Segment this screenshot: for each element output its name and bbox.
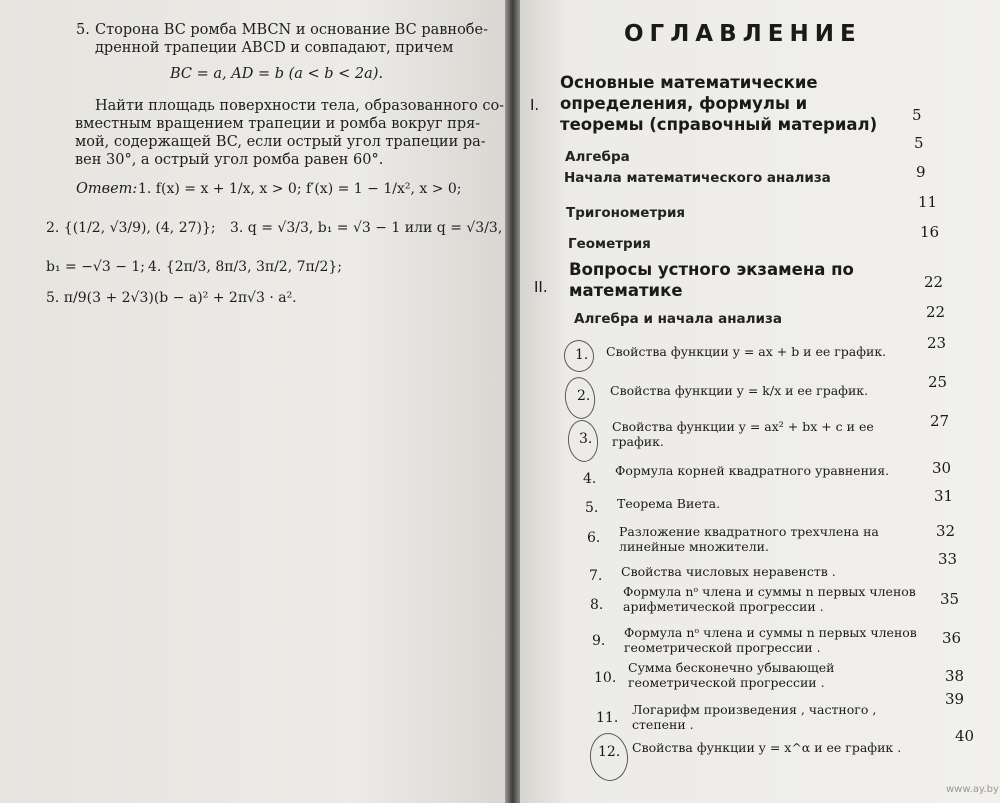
item-3-number: 3. bbox=[579, 431, 593, 447]
item-10-number: 10. bbox=[594, 670, 617, 686]
item-4-number: 4. bbox=[583, 471, 597, 487]
toc-page-geometry: 16 bbox=[920, 223, 940, 241]
answer-3: 3. q = √3/3, b₁ = √3 − 1 или q = √3/3, bbox=[230, 220, 503, 236]
item-12-number: 12. bbox=[598, 744, 621, 760]
toc-item-algebra: Алгебра bbox=[565, 149, 630, 165]
item-9-text: Формула nᵒ члена и суммы n первых членов геометрической прогрессии . bbox=[624, 625, 917, 655]
problem-line-1: Сторона BC ромба MBCN и основание BC равнобе- bbox=[95, 22, 489, 38]
question-line-2: вместным вращением трапеции и ромба вокруг пря- bbox=[75, 116, 481, 132]
item-12-text: Свойства функции y = x^α и ее график . bbox=[632, 740, 902, 755]
item-6-page: 32 bbox=[936, 522, 956, 540]
section-2-page: 22 bbox=[924, 273, 944, 291]
question-line-3: мой, содержащей BC, если острый угол трапеции ра- bbox=[75, 134, 486, 150]
item-10-text: Сумма бесконечно убывающей геометрической прогрессии . bbox=[628, 660, 835, 690]
item-6-number: 6. bbox=[587, 530, 601, 546]
toc-item-analysis: Начала математического анализа bbox=[564, 170, 831, 186]
item-2-page: 25 bbox=[928, 373, 948, 391]
section-2-title: Вопросы устного экзамена по математике bbox=[569, 260, 854, 300]
pencil-circle-item-3 bbox=[566, 419, 600, 464]
item-12-page: 40 bbox=[955, 727, 975, 745]
item-4-page: 30 bbox=[932, 459, 952, 477]
pencil-circle-item-2 bbox=[562, 375, 598, 421]
item-7-text: Свойства числовых неравенств . bbox=[621, 564, 836, 579]
item-7-number: 7. bbox=[589, 568, 603, 584]
item-11-page: 39 bbox=[945, 690, 965, 708]
answer-3b: b₁ = −√3 − 1; bbox=[46, 259, 146, 275]
item-1-number: 1. bbox=[575, 347, 589, 363]
item-9-page: 36 bbox=[942, 629, 962, 647]
item-10-page: 38 bbox=[945, 667, 965, 685]
item-8-text: Формула nᵒ члена и суммы n первых членов арифметической прогрессии . bbox=[623, 584, 916, 614]
answer-5: 5. π/9(3 + 2√3)(b − a)² + 2π√3 · a². bbox=[46, 290, 297, 306]
item-9-number: 9. bbox=[592, 633, 606, 649]
item-1-page: 23 bbox=[927, 334, 947, 352]
answer-4: 4. {2π/3, 8π/3, 3π/2, 7π/2}; bbox=[148, 259, 342, 275]
toc-page-trigonometry: 11 bbox=[918, 193, 938, 211]
toc-page-analysis: 9 bbox=[916, 163, 926, 181]
item-8-page: 35 bbox=[940, 590, 960, 608]
right-page bbox=[520, 0, 1000, 803]
problem-number: 5. bbox=[76, 22, 90, 38]
item-8-number: 8. bbox=[590, 597, 604, 613]
problem-condition: BC = a, AD = b (a < b < 2a). bbox=[170, 66, 384, 82]
toc-title: ОГЛАВЛЕНИЕ bbox=[624, 21, 862, 47]
item-2-text: Свойства функции y = k/x и ее график. bbox=[610, 383, 869, 398]
item-5-page: 31 bbox=[934, 487, 954, 505]
subsection-algebra-analysis-page: 22 bbox=[926, 303, 946, 321]
item-7-page: 33 bbox=[938, 550, 958, 568]
toc-item-trigonometry: Тригонометрия bbox=[566, 205, 686, 221]
book-gutter bbox=[505, 0, 520, 803]
item-5-text: Теорема Виета. bbox=[617, 496, 721, 511]
item-11-number: 11. bbox=[596, 710, 619, 726]
item-1-text: Свойства функции y = ax + b и ее график. bbox=[606, 344, 887, 359]
section-2-number: II. bbox=[534, 278, 548, 296]
item-3-text: Свойства функции y = ax² + bx + c и ее график. bbox=[612, 419, 874, 449]
subsection-algebra-analysis: Алгебра и начала анализа bbox=[574, 311, 782, 327]
question-line-1: Найти площадь поверхности тела, образованного со- bbox=[95, 98, 505, 114]
item-5-number: 5. bbox=[585, 500, 599, 516]
toc-page-algebra: 5 bbox=[914, 134, 924, 152]
item-11-text: Логарифм произведения , частного , степени . bbox=[632, 702, 877, 732]
answer-2: 2. {(1/2, √3/9), (4, 27)}; bbox=[46, 220, 216, 236]
problem-line-2: дренной трапеции ABCD и совпадают, причем bbox=[95, 40, 454, 56]
section-1-page: 5 bbox=[912, 106, 922, 124]
item-2-number: 2. bbox=[577, 388, 591, 404]
question-line-4: вен 30°, а острый угол ромба равен 60°. bbox=[75, 152, 384, 168]
item-4-text: Формула корней квадратного уравнения. bbox=[615, 463, 890, 478]
answer-label: Ответ: bbox=[76, 181, 138, 197]
pencil-circle-item-12 bbox=[588, 731, 631, 783]
section-1-title: Основные математические определения, формулы и теоремы (справочный материал) bbox=[560, 73, 878, 134]
section-1-number: I. bbox=[530, 96, 540, 114]
watermark: www.ay.by bbox=[946, 784, 999, 795]
item-3-page: 27 bbox=[930, 412, 950, 430]
answer-1: 1. f(x) = x + 1/x, x > 0; f′(x) = 1 − 1/x², x > 0; bbox=[138, 181, 462, 197]
item-6-text: Разложение квадратного трехчлена на линейные множители. bbox=[619, 524, 879, 554]
pencil-circle-item-1 bbox=[561, 337, 597, 375]
toc-item-geometry: Геометрия bbox=[568, 236, 651, 252]
